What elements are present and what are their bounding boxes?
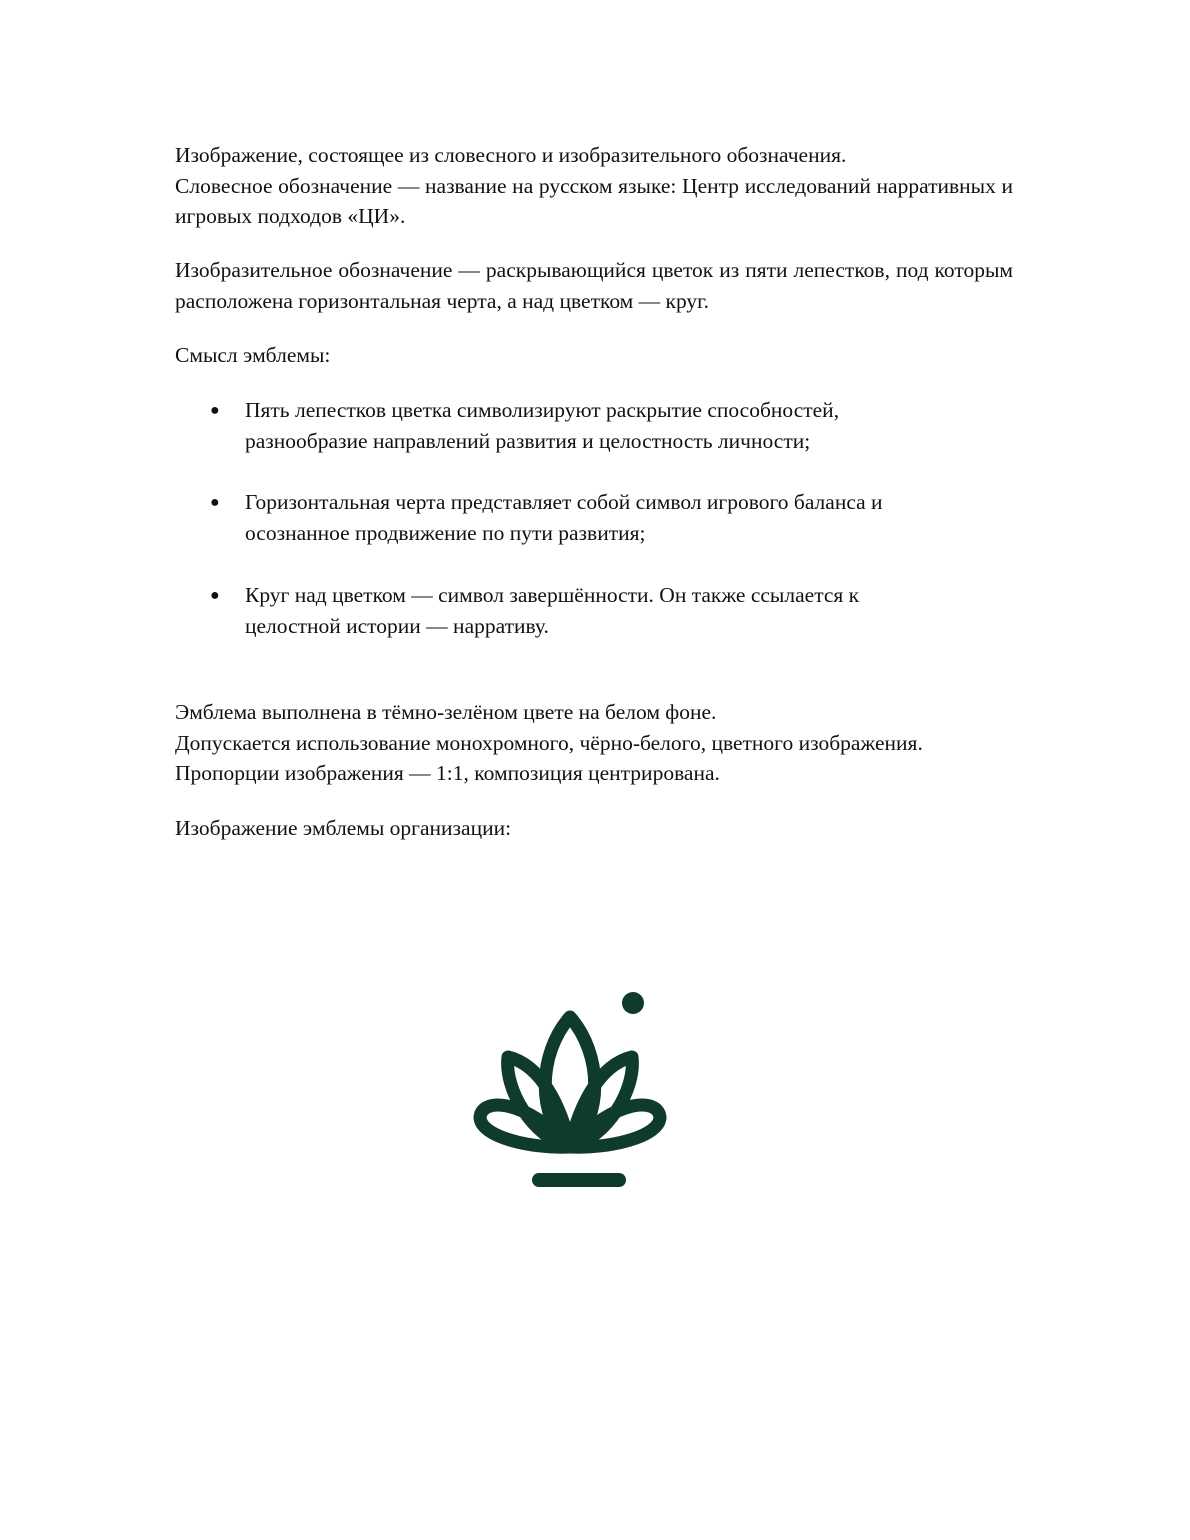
intro-paragraph (175, 140, 1013, 232)
bullet-line: Горизонтальная черта представляет собой символ игрового баланса и (245, 490, 883, 514)
intro-line-1: Изображение, состоящее из словесного и изобразительного обозначения. (175, 143, 847, 167)
lotus-petals (480, 1017, 660, 1147)
lotus-emblem-icon (470, 985, 690, 1200)
closing-paragraph (175, 697, 1013, 789)
description-paragraph: Изобразительное обозначение — раскрывающийся цветок из пяти лепестков, под которым расположена горизонтальная черта, а над цветком — круг. (175, 258, 1013, 313)
bullet-text (245, 395, 935, 457)
bullet-text (245, 580, 935, 642)
emblem-caption: Изображение эмблемы организации: (175, 816, 512, 840)
bullet-line: разнообразие направлений развития и целостность личности; (245, 429, 811, 453)
bullet-line: целостной истории — нарративу. (245, 614, 549, 638)
bullet-line: осознанное продвижение по пути развития; (245, 521, 646, 545)
emblem-circle (622, 992, 644, 1014)
bullet-line: Круг над цветком — символ завершённости. Он также ссылается к (245, 583, 860, 607)
intro-line-2: Словесное обозначение — название на русском языке: Центр исследований нарративных и игровых подходов «ЦИ». (175, 173, 1013, 228)
meaning-heading: Смысл эмблемы: (175, 343, 331, 367)
bullet-line: Пять лепестков цветка символизируют раскрытие способностей, (245, 398, 840, 422)
bullet-dot: ● (210, 587, 220, 604)
closing-line-2: Допускается использование монохромного, чёрно-белого, цветного изображения. (175, 730, 923, 755)
bullet-text (245, 487, 935, 549)
bullet-dot: ● (210, 494, 220, 511)
closing-line-1: Эмблема выполнена в тёмно-зелёном цвете на белом фоне. (175, 700, 717, 724)
closing-line-3: Пропорции изображения — 1:1, композиция центрирована. (175, 761, 720, 785)
bullet-dot: ● (210, 402, 220, 419)
emblem-base-line (532, 1173, 626, 1187)
